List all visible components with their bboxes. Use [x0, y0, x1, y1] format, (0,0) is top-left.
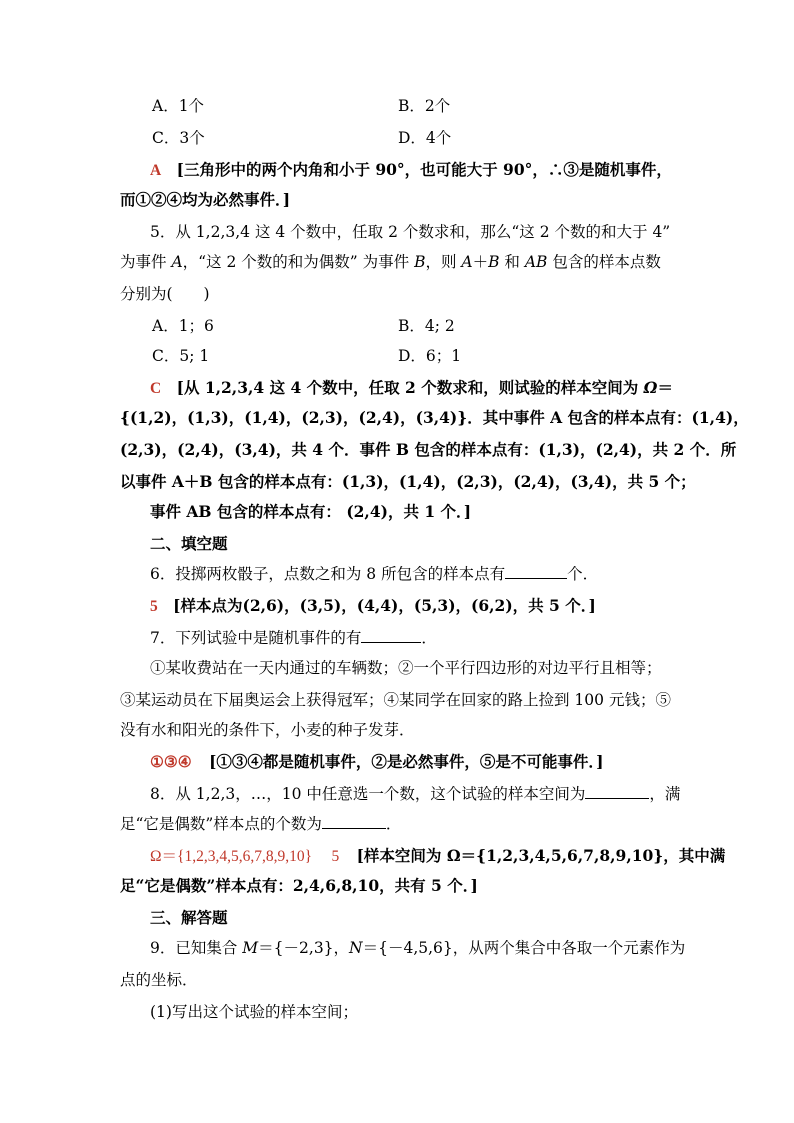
q7-stem-line-2: ①某收费站在一天内通过的车辆数；②一个平行四边形的对边平行且相等； [150, 659, 662, 677]
q5-option-b: B．4; 2 [398, 317, 455, 335]
q5-explanation-line-1 [150, 378, 673, 399]
q5-var-b: B [488, 253, 500, 271]
q4-option-d: D．4个 [398, 129, 452, 147]
q8-explanation-line-1 [150, 846, 725, 867]
q9-var-n: N [349, 939, 363, 957]
q8-answer-blank-2 [322, 814, 386, 829]
q5-var-ab: AB [524, 253, 548, 271]
q5-stem-line-1: 5．从 1,2,3,4 这 4 个数中，任取 2 个数求和，那么“这 2 个数的和大于 4” [150, 223, 671, 241]
q7-stem-line-3: ③某运动员在下届奥运会上获得冠军；④某同学在回家的路上捡到 100 元钱；⑤ [120, 691, 671, 709]
q5-explanation-line-3: (2,3)，(2,4)，(3,4)，共 4 个．事件 B 包含的样本点有：(1,3)，(2,4)，共 2 个．所 [120, 440, 737, 459]
q5-option-d: D．6；1 [398, 347, 462, 365]
q8-explanation-text: [样本空间为 Ω＝{1,2,3,4,5,6,7,8,9,10}，其中满 [356, 846, 726, 865]
q4-option-b: B．2个 [398, 97, 451, 115]
q8-answer-1: Ω＝{1,2,3,4,5,6,7,8,9,10} [150, 848, 313, 865]
q8-stem-line-1 [150, 784, 680, 804]
q5-option-c: C．5; 1 [152, 347, 210, 365]
q7-answer-blank [361, 628, 421, 643]
section-heading-fill-blank: 二、填空题 [150, 534, 228, 553]
q8-answer-2: 5 [331, 848, 340, 865]
q9-text: ＝{－2,3}， [258, 939, 350, 957]
q4-option-a: A．1个 [152, 97, 205, 115]
q6-answer-blank [505, 564, 567, 579]
q7-stem-line-4: 没有水和阳光的条件下，小麦的种子发芽． [120, 721, 415, 739]
q5-var-b: B [414, 253, 426, 271]
q5-explanation-line-4: 以事件 A＋B 包含的样本点有：(1,3)，(1,4)，(2,3)，(2,4)，(3,4)，共 5 个； [120, 472, 696, 491]
omega-symbol: Ω [643, 378, 658, 397]
q8-text: ，满 [649, 785, 681, 803]
q6-answer: 5 [150, 598, 158, 615]
q7-answer: ①③④ [150, 754, 192, 771]
q9-text: 9．已知集合 [150, 939, 243, 957]
q9-text: ＝{－4,5,6}，从两个集合中各取一个元素作为 [362, 939, 686, 957]
q9-var-m: M [242, 939, 259, 957]
q9-stem-line-2: 点的坐标． [120, 971, 198, 989]
q6-text: 6．投掷两枚骰子，点数之和为 8 所包含的样本点有 [150, 565, 506, 583]
q8-stem-line-2 [120, 814, 401, 834]
q5-text: ，“这 2 个数的和为偶数” 为事件 [182, 253, 415, 271]
q4-answer: A [150, 162, 162, 179]
q7-text: ． [421, 629, 437, 647]
q5-answer: C [150, 380, 162, 397]
q5-stem-line-3: 分别为( ) [120, 285, 210, 303]
q5-stem-line-2 [120, 252, 661, 272]
q5-explanation-line-5: 事件 AB 包含的样本点有： (2,4)，共 1 个．] [150, 502, 472, 521]
q5-var-a: A [461, 253, 473, 271]
q8-answer-blank-1 [585, 784, 649, 799]
q7-explanation [150, 752, 604, 773]
q5-text: ，则 [425, 253, 462, 271]
q6-explanation [150, 596, 596, 617]
q9-stem-line-1 [150, 938, 685, 958]
q5-option-a: A．1；6 [152, 317, 214, 335]
q5-var-a: A [171, 253, 183, 271]
q8-text: ． [385, 815, 402, 833]
q4-option-c: C．3个 [152, 129, 205, 147]
q5-text: 为事件 [120, 253, 172, 271]
q7-text: 7．下列试验中是随机事件的有 [150, 629, 362, 647]
q8-text: 8．从 1,2,3，…，10 中任意选一个数，这个试验的样本空间为 [150, 785, 586, 803]
q6-explanation-text: [样本点为(2,6)，(3,5)，(4,4)，(5,3)，(6,2)，共 5 个．] [173, 596, 596, 615]
q5-explanation-text: [从 1,2,3,4 这 4 个数中，任取 2 个数求和，则试验的样本空间为 [176, 378, 644, 397]
q8-text: 足“它是偶数”样本点的个数为 [120, 815, 322, 833]
q4-explanation-line-2: 而①②④均为必然事件．] [120, 190, 291, 209]
q5-explanation-line-2: {(1,2)，(1,3)，(1,4)，(2,3)，(2,4)，(3,4)}．其中事件 A 包含的样本点有：(1,4)， [120, 408, 749, 427]
q9-subquestion-1: (1)写出这个试验的样本空间； [150, 1003, 358, 1021]
q6-stem [150, 564, 598, 584]
q4-explanation-text: [三角形中的两个内角和小于 90°，也可能大于 90°，∴③是随机事件， [176, 160, 672, 179]
q7-stem-line-1 [150, 628, 437, 648]
q5-equals: ＝ [657, 378, 673, 397]
q5-text: 包含的样本点数 [547, 253, 661, 271]
q6-text: 个． [567, 565, 599, 583]
q4-explanation-line [150, 160, 672, 181]
q7-explanation-text: [①③④都是随机事件，②是必然事件，⑤是不可能事件．] [209, 752, 604, 771]
section-heading-answer: 三、解答题 [150, 908, 228, 927]
q5-plus: ＋ [472, 253, 489, 271]
q8-explanation-line-2: 足“它是偶数”样本点有：2,4,6,8,10，共有 5 个．] [120, 876, 478, 895]
q5-text: 和 [499, 253, 525, 271]
